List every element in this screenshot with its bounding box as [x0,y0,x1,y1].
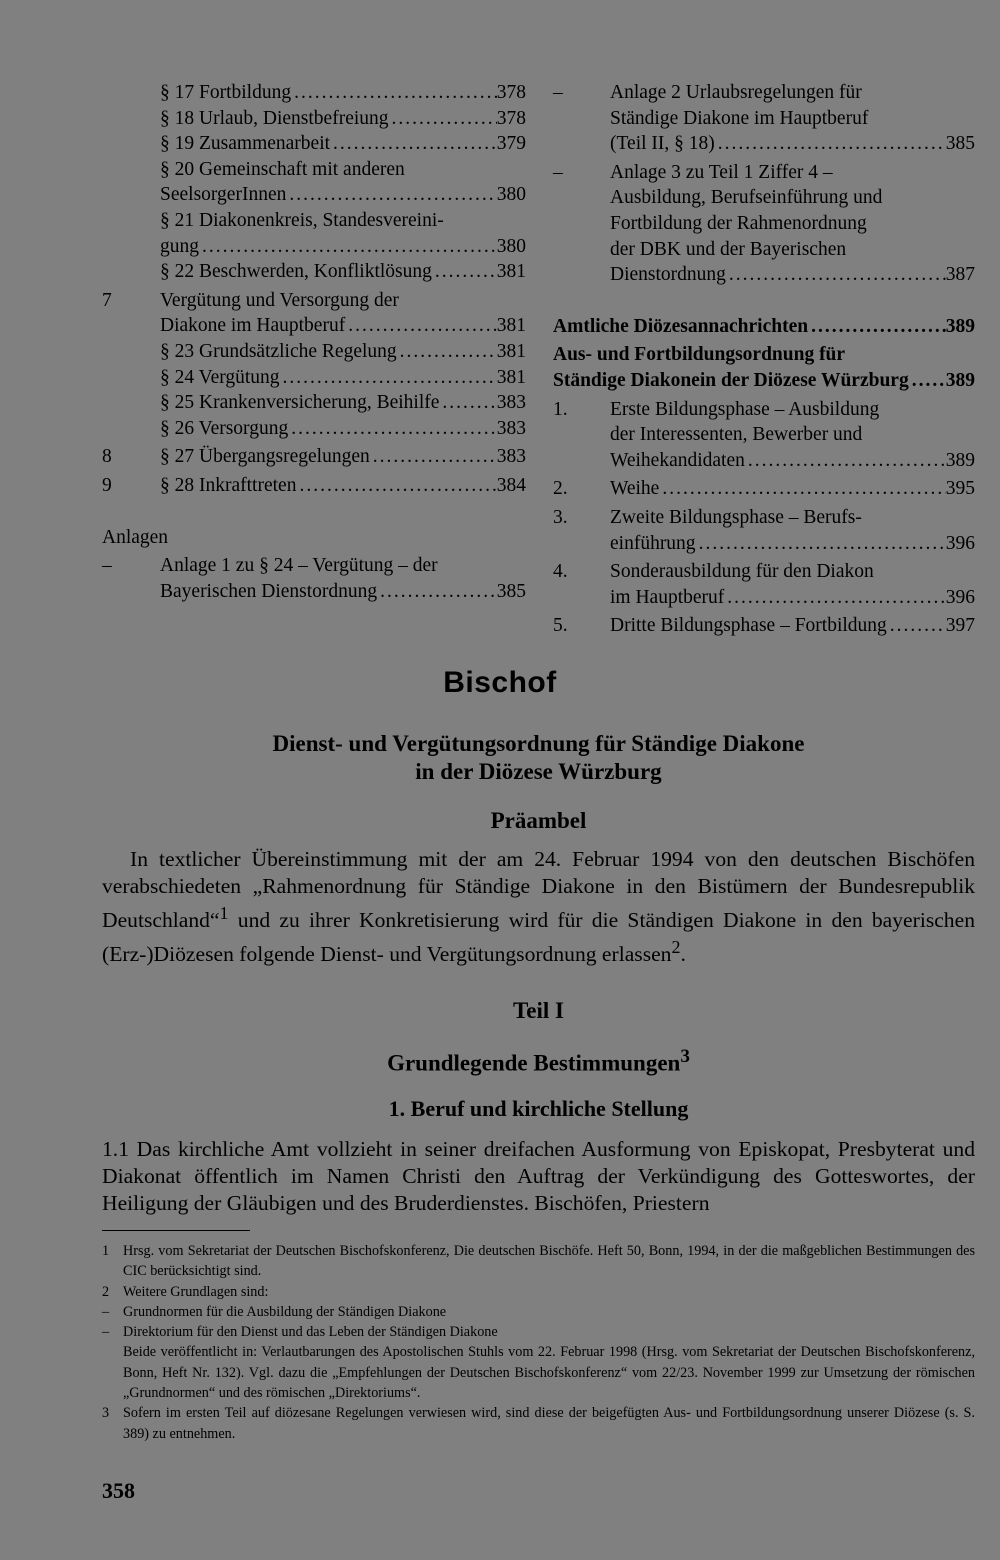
toc-entry [553,613,975,639]
toc-entry-page: 389 [945,315,975,337]
toc-entry-body [160,288,526,339]
toc-entry-line: Aus- und Fortbildungsordnung für [553,344,846,366]
footnote-mark: 3 [102,1405,110,1422]
footnote-text: Grundnormen für die Ausbildung der Ständigen Diakone [123,1303,447,1320]
toc-entry-title: § 18 Urlaub, Dienstbefreiung [160,107,389,129]
footnote [102,1302,975,1322]
toc-entry [553,397,975,474]
footnote [102,1322,975,1342]
toc-entry-last-line [610,448,975,474]
toc-entry-last-line [553,368,975,394]
toc-entry-last-line [160,131,526,157]
toc-entry-title: § 26 Versorgung [160,417,289,439]
footnote-mark [102,1342,123,1403]
toc-entry-body [160,339,526,365]
toc-entry-last-line [160,390,526,416]
preamble-paragraph [102,846,975,968]
document-title-line-1: Dienst- und Vergütungsordnung für Ständige Diakone [272,731,805,756]
toc-entry-number: 1. [553,398,568,420]
footnote-text: Beide veröffentlicht in: Verlautbarungen des Apostolischen Stuhls vom 22. Februar 1998 (Hrsg. vom Sekretariat der Deutschen Bischofskonferenz, Bonn, Heft Nr. 132). Vgl. dazu die „Empfehlungen der Deutschen Bischofskonferenz“ vom 22/23. November 1999 zur Umsetzung der römischen „Grundnormen“ und des römischen „Direktoriums“. [123,1344,975,1402]
toc-entry-page: 383 [496,417,526,439]
toc-entry-title: Weihekandidaten [610,449,745,471]
toc-entry-number [102,259,160,285]
toc-dot-leader [696,531,946,557]
toc-entry-page: 379 [496,133,526,155]
toc-entry-last-line [160,473,526,499]
toc-entry-title: § 24 Vergütung [160,366,280,388]
toc-dot-leader [726,262,946,288]
toc-entry-line: Zweite Bildungsphase – Berufs- [610,506,862,528]
toc-entry-body [160,553,526,604]
toc-entry-number [102,365,160,391]
toc-entry-number [102,208,160,259]
section-heading-bishop: Bischof [443,666,557,699]
footnote [102,1241,975,1282]
toc-entry [102,444,526,470]
toc-dot-leader [199,234,497,260]
toc-entry-body [610,80,975,157]
toc-entry-number: 3. [553,506,568,528]
toc-entry [553,160,975,288]
toc-dot-leader [745,448,946,474]
toc-dot-leader [330,131,497,157]
footnote [102,1282,975,1302]
toc-entry-page: 383 [496,392,526,414]
toc-entry-title: § 23 Grundsätzliche Regelung [160,340,397,362]
toc-entry-body [610,160,975,288]
document-title [102,730,975,786]
toc-dot-leader [909,368,946,394]
toc-entry-last-line [160,365,526,391]
toc-entry-title: einführung [610,532,696,554]
toc-entry-page: 389 [945,449,975,471]
toc-entry-line: der Interessenten, Bewerber und [610,424,863,446]
toc-entry-last-line [160,80,526,106]
toc-dot-leader [397,339,497,365]
toc-entry-line: Ausbildung, Berufseinführung und [610,187,883,209]
toc-entry-line: Erste Bildungsphase – Ausbildung [610,398,880,420]
toc-entry-title: § 19 Zusammenarbeit [160,133,331,155]
toc-dot-leader [280,365,497,391]
toc-entry [102,80,526,106]
toc-entry-page: 395 [945,478,975,500]
toc-entry-page: 397 [945,615,975,637]
toc-entry-body [160,473,526,499]
toc-entry-body [160,157,526,208]
toc-entry-title: SeelsorgerInnen [160,184,287,206]
toc-entry-number [102,416,160,442]
toc-entry-title: gung [160,235,199,257]
toc-entry-last-line [610,476,975,502]
toc-entry [102,106,526,132]
toc-entry-last-line [160,313,526,339]
toc-entry-line: Vergütung und Versorgung der [160,289,399,311]
toc-entry-number: 2. [553,478,568,500]
footnote-mark: 1 [102,1243,110,1259]
toc-entry-body [553,342,975,393]
toc-entry-last-line [160,182,526,208]
toc-entry-body [160,106,526,132]
toc-entry-body [160,80,526,106]
toc-entry-number: 5. [553,615,568,637]
footnote-text: Direktorium für den Dienst und das Leben der Ständigen Diakone [123,1324,498,1341]
toc-entry-line: der DBK und der Bayerischen [610,238,847,260]
preamble-heading: Präambel [490,808,587,833]
toc-entry [553,505,975,556]
toc-right-column [553,80,975,639]
toc-entry-number: – [553,161,563,183]
toc-entry-number: 8 [102,446,112,468]
toc-entry-last-line [160,444,526,470]
toc-entry-body [160,390,526,416]
toc-entry-title: Bayerischen Dienstordnung [160,580,378,602]
toc-entry-title: Weihe [610,478,660,500]
footnote-ref-3: 3 [680,1046,690,1067]
toc-entry-last-line [160,234,526,260]
toc-entry-number: – [102,555,112,577]
toc-entry-last-line [610,131,975,157]
toc-entry-body [160,208,526,259]
document-title-line-2: in der Diözese Würzburg [415,759,662,784]
toc-entry-number [102,80,160,106]
toc-entry-page: 381 [496,261,526,283]
toc-dot-leader [296,473,496,499]
toc-entry [102,339,526,365]
footnote [102,1342,975,1403]
toc-entry [553,559,975,610]
toc-dot-leader [288,416,497,442]
toc-entry-body [160,259,526,285]
toc-entry-title: Dritte Bildungsphase – Fortbildung [610,615,887,637]
toc-entry [553,476,975,502]
toc-entry-number [102,339,160,365]
toc-entry-title: Diakone im Hauptberuf [160,315,346,337]
footnotes [102,1241,975,1444]
toc-dot-leader [345,313,497,339]
toc-entry-page: 396 [945,586,975,608]
toc-entry-last-line [610,613,975,639]
toc-entry-number [102,157,160,208]
toc-entry-page: 387 [945,264,975,286]
footnote-text: Hrsg. vom Sekretariat der Deutschen Bischofskonferenz, Die deutschen Bischöfe. Heft 50, Bonn, 1994, in der die maßgeblichen Bestimmungen des CIC berücksichtigt sind. [123,1243,975,1280]
toc-entry [102,416,526,442]
toc-dot-leader [291,80,497,106]
toc-entry [102,473,526,499]
footnote-mark: – [102,1324,110,1341]
toc-entry-title: § 25 Krankenversicherung, Beihilfe [160,392,440,414]
preamble-text-c: . [680,941,686,966]
toc-entry-page: 381 [496,315,526,337]
footnote-mark: 2 [102,1283,110,1300]
toc-entry-page: 383 [496,446,526,468]
toc-entry-last-line [160,106,526,132]
toc-entry-title: im Hauptberuf [610,586,725,608]
toc-entry-title: § 22 Beschwerden, Konfliktlösung [160,261,432,283]
toc-entry-body [610,397,975,474]
toc-dot-leader [724,585,945,611]
toc-entry-page: 378 [496,82,526,103]
toc-entry-page: 378 [496,107,526,129]
toc-anlagen-heading: Anlagen [102,526,169,548]
footnote-separator [102,1230,250,1231]
toc-entry-body [610,613,975,639]
toc-entry-body [610,476,975,502]
toc-entry-body [553,314,975,340]
toc-dot-leader [659,476,945,502]
toc-entry-last-line [610,262,975,288]
toc-entry-page: 384 [496,474,526,496]
toc-entry-number [102,106,160,132]
toc-entry-body [160,131,526,157]
toc-dot-leader [432,259,497,285]
toc-dot-leader [286,182,496,208]
toc-entry [102,208,526,259]
toc-entry-title: Dienstordnung [610,264,726,286]
toc-entry [102,131,526,157]
toc-entry-last-line [160,579,526,605]
toc-entry-title: § 17 Fortbildung [160,82,292,103]
toc-entry-number: 9 [102,474,112,496]
footnote-text: Weitere Grundlagen sind: [123,1283,269,1300]
toc-entry [102,390,526,416]
paragraph-1-1: 1.1 Das kirchliche Amt vollzieht in seiner dreifachen Ausformung von Episkopat, Presbyterat und Diakonat öffentlich im Namen Christi den Auftrag der Verkündigung des Gotteswortes, der Heiligung der Gläubigen und des Bruderdienstes. Bischöfen, Priestern [102,1137,975,1215]
toc-dot-leader [808,314,946,340]
section-1-heading: 1. Beruf und kirchliche Stellung [388,1096,689,1121]
toc-entry-body [160,365,526,391]
preamble-text-a: In textlicher Übereinstimmung mit der am 24. Februar 1994 von den deutschen Bischöfen verabschiedeten „Rahmenordnung für Ständige Diakone in den Bistümern der Bundesrepublik Deutschland“ [102,847,975,932]
toc-entry-body [610,559,975,610]
toc-entry-number: 4. [553,561,568,583]
toc-entry-page: 381 [496,340,526,362]
toc-entry-title: § 28 Inkrafttreten [160,474,297,496]
page-number: 358 [102,1478,135,1503]
toc-entry-last-line [160,339,526,365]
toc-entry-body [610,505,975,556]
toc-entry-body [160,416,526,442]
toc-entry-last-line [553,314,975,340]
toc-entry-page: 385 [945,133,975,155]
footnote-ref-2: 2 [671,936,681,957]
toc-entry-page: 381 [496,366,526,388]
toc-entry-last-line [610,585,975,611]
footnote-mark: – [102,1303,110,1320]
toc-entry-number: 7 [102,289,112,311]
toc-entry-number: – [553,82,563,103]
toc-entry-page: 380 [496,184,526,206]
toc-entry-line: Anlage 1 zu § 24 – Vergütung – der [160,555,438,577]
toc-entry-line: § 20 Gemeinschaft mit anderen [160,158,405,180]
toc-entry-title: § 27 Übergangsregelungen [160,446,370,468]
part-heading: Teil I [513,998,564,1023]
toc-left-column [102,80,526,604]
toc-dot-leader [715,131,946,157]
toc-dot-leader [370,444,497,470]
toc-entry-page: 396 [945,532,975,554]
toc-entry-body [160,444,526,470]
toc-entry-title: Ständige Diakonein der Diözese Würzburg [553,369,909,391]
basic-provisions-text: Grundlegende Bestimmungen [387,1050,681,1076]
footnote-text: Sofern im ersten Teil auf diözesane Regelungen verwiesen wird, sind diese der beigefügten Aus- und Fortbildungsordnung unserer Diözese (s. S. 389) zu entnehmen. [123,1405,975,1442]
toc-entry-last-line [160,416,526,442]
toc-entry-page: 380 [496,235,526,257]
toc-entry [553,314,975,340]
toc-entry [102,365,526,391]
footnote-ref-1: 1 [219,902,229,923]
toc-dot-leader [439,390,496,416]
toc-dot-leader [389,106,497,132]
toc-entry [553,342,975,393]
toc-entry-last-line [610,531,975,557]
toc-entry-last-line [160,259,526,285]
preamble-text-b: und zu ihrer Konkretisierung wird für die Ständigen Diakone in den bayerischen (Erz-)Diözesen folgende Dienst- und Vergütungsordnung erlassen [102,907,975,966]
toc-entry-page: 385 [496,580,526,602]
toc-entry [102,259,526,285]
toc-entry [102,288,526,339]
toc-entry [102,157,526,208]
toc-entry-title: (Teil II, § 18) [610,133,715,155]
toc-entry-number [102,131,160,157]
toc-entry-number [102,390,160,416]
basic-provisions-heading [102,1046,975,1077]
toc-entry-line: Fortbildung der Rahmenordnung [610,212,867,234]
toc-entry-line: Anlage 3 zu Teil 1 Ziffer 4 – [610,161,833,183]
toc-entry-line: Sonderausbildung für den Diakon [610,561,874,583]
toc-entry-page: 389 [945,369,975,391]
toc-entry-line: Anlage 2 Urlaubsregelungen für [610,82,862,103]
toc-entry-line: Ständige Diakone im Hauptberuf [610,107,869,129]
footnote [102,1403,975,1444]
toc-entry [102,553,526,604]
toc-entry-title: Amtliche Diözesannachrichten [553,315,809,337]
toc-entry [553,80,975,157]
toc-dot-leader [377,579,497,605]
toc-dot-leader [887,613,946,639]
toc-entry-line: § 21 Diakonenkreis, Standesvereini- [160,209,444,231]
